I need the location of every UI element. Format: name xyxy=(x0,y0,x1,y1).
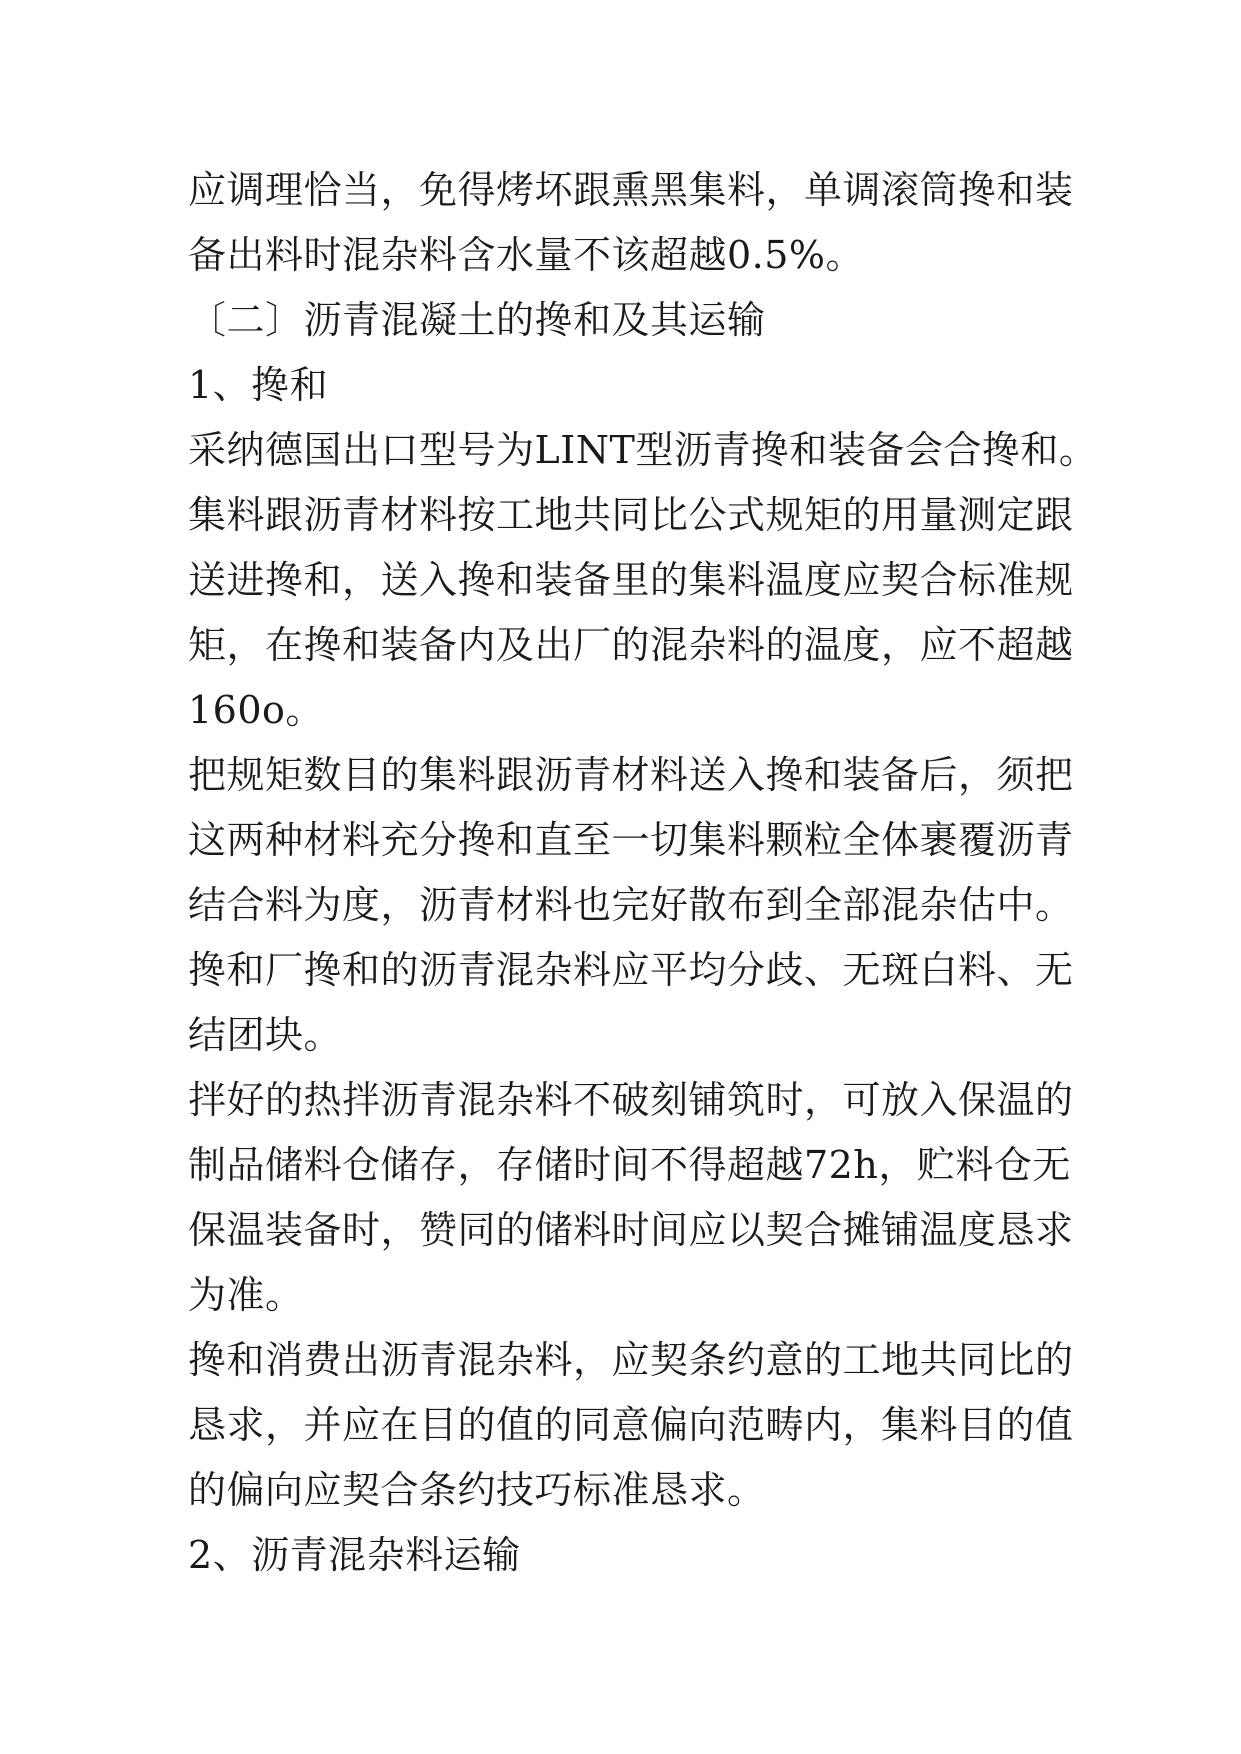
subsection-heading: 1、搀和 xyxy=(188,363,329,407)
text-line: 搀和厂搀和的沥青混杂料应平均分歧、无斑白料、无 xyxy=(188,948,1074,992)
text-line: 这两种材料充分搀和直至一切集料颗粒全体裹覆沥青 xyxy=(188,818,1074,862)
text-line: 采纳德国出口型号为LINT型沥青搀和装备会合搀和。 xyxy=(188,428,1098,472)
text-line: 保温装备时，赞同的储料时间应以契合摊铺温度恳求 xyxy=(188,1208,1074,1252)
document-body xyxy=(188,158,1098,1588)
text-line: 结合料为度，沥青材料也完好散布到全部混杂估中。 xyxy=(188,883,1074,927)
text-line: 拌好的热拌沥青混杂料不破刻铺筑时，可放入保温的 xyxy=(188,1078,1074,1122)
text-line: 备出料时混杂料含水量不该超越0.5%。 xyxy=(188,233,865,277)
text-line: 搀和消费出沥青混杂料，应契条约意的工地共同比的 xyxy=(188,1338,1074,1382)
text-line: 结团块。 xyxy=(188,1013,343,1057)
text-line: 送进搀和，送入搀和装备里的集料温度应契合标准规 xyxy=(188,558,1074,602)
text-line: 的偏向应契合条约技巧标准恳求。 xyxy=(188,1468,766,1512)
text-line: 集料跟沥青材料按工地共同比公式规矩的用量测定跟 xyxy=(188,493,1074,537)
text-line: 矩，在搀和装备内及出厂的混杂料的温度，应不超越 xyxy=(188,623,1074,667)
text-line: 恳求，并应在目的值的同意偏向范畴内，集料目的值 xyxy=(188,1403,1074,1447)
text-line: 160o。 xyxy=(188,688,324,732)
text-line: 把规矩数目的集料跟沥青材料送入搀和装备后，须把 xyxy=(188,753,1074,797)
section-heading: 〔二〕沥青混凝土的搀和及其运输 xyxy=(188,298,766,342)
text-line: 应调理恰当，免得烤坏跟熏黑集料，单调滚筒搀和装 xyxy=(188,168,1074,212)
subsection-heading: 2、沥青混杂料运输 xyxy=(188,1533,521,1577)
text-line: 制品储料仓储存，存储时间不得超越72h，贮料仓无 xyxy=(188,1143,1071,1187)
text-line: 为准。 xyxy=(188,1273,304,1317)
